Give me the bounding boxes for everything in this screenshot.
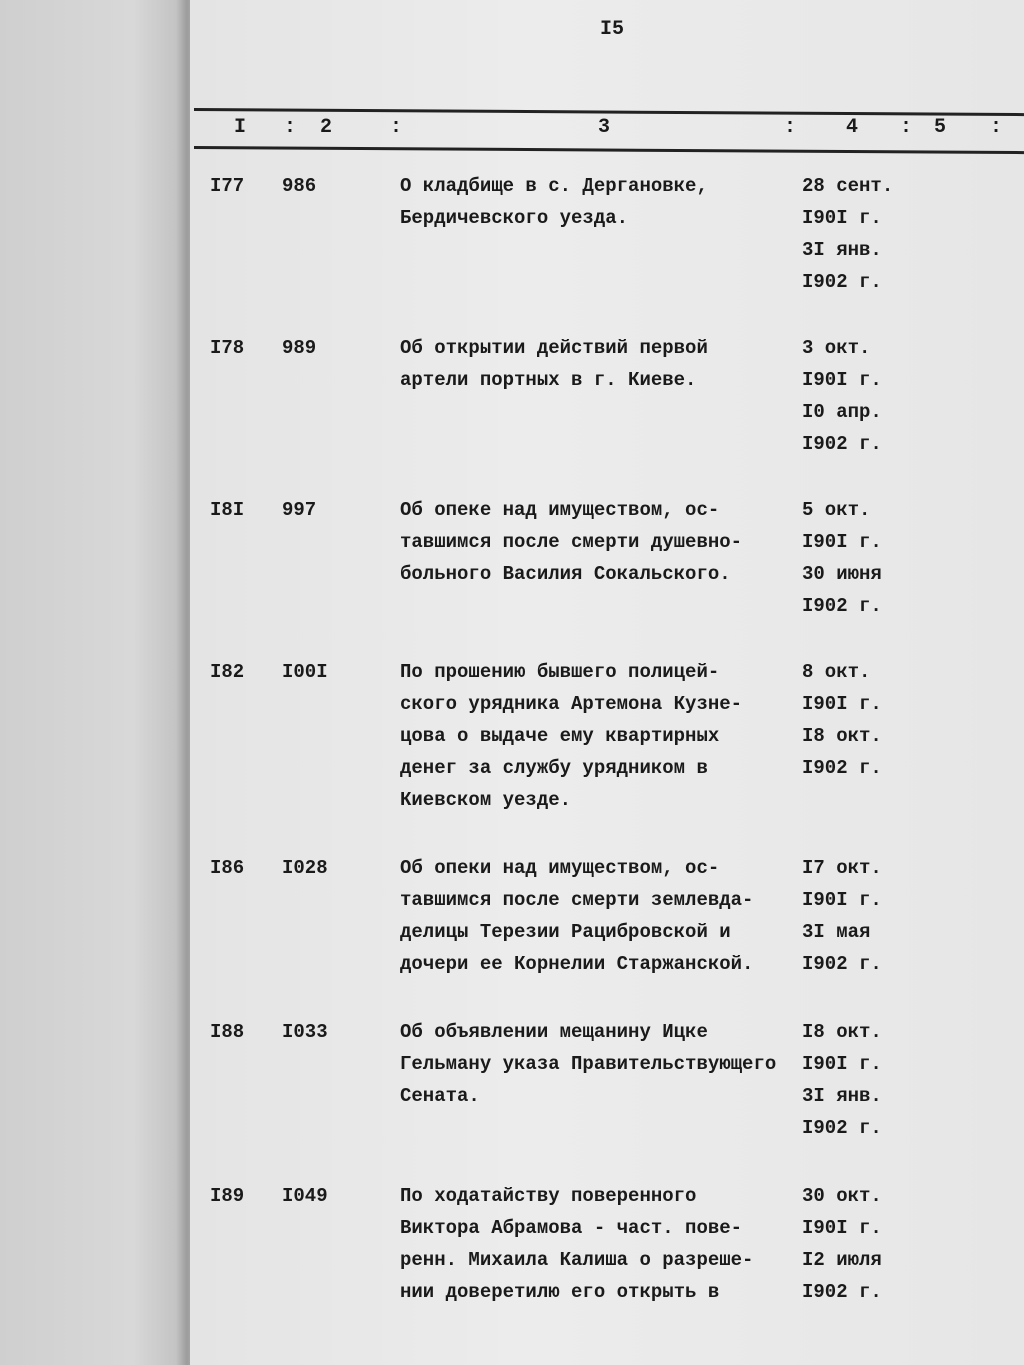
case-number: I049 bbox=[282, 1185, 328, 1207]
entry-title: Об открытии действий первой артели портных в г. Киеве. bbox=[400, 337, 708, 391]
col-head-4: 4 bbox=[846, 116, 859, 139]
entry-dates: 3 окт. I90I г. I0 апр. I902 г. bbox=[802, 337, 882, 455]
facing-page bbox=[0, 0, 190, 1365]
case-number: 989 bbox=[282, 337, 317, 359]
entry-title: Об опеке над имуществом, ос- тавшимся после смерти душевно- больного Василия Сокальского. bbox=[400, 499, 743, 585]
entry-number: I86 bbox=[210, 857, 245, 879]
entry-number: I78 bbox=[210, 337, 245, 359]
col-sep-5: : bbox=[990, 116, 1003, 139]
case-number: I00I bbox=[282, 661, 328, 683]
page-number: I5 bbox=[600, 18, 625, 41]
entry-title: По прошению бывшего полицей- ского урядника Артемона Кузне- цова о выдаче ему квартирных денег за службу урядником в Киевском уезде. bbox=[400, 661, 743, 811]
entry-number: I8I bbox=[210, 499, 245, 521]
document-page bbox=[190, 0, 1024, 1365]
entry-title: О кладбище в с. Дергановке, Бердичевского уезда. bbox=[400, 175, 708, 229]
col-sep-3: : bbox=[784, 116, 797, 139]
col-head-1: I bbox=[234, 116, 247, 139]
entry-title: Об опеки над имуществом, ос- тавшимся после смерти землевда- делицы Терезии Рацибровской и дочери ее Корнелии Старжанской. bbox=[400, 857, 754, 975]
entry-number: I88 bbox=[210, 1021, 245, 1043]
entry-dates: I7 окт. I90I г. 3I мая I902 г. bbox=[802, 857, 882, 975]
header-rule-bottom bbox=[194, 146, 1024, 154]
col-sep-1: : bbox=[284, 116, 297, 139]
entry-dates: 30 окт. I90I г. I2 июля I902 г. bbox=[802, 1185, 882, 1303]
entry-dates: 8 окт. I90I г. I8 окт. I902 г. bbox=[802, 661, 882, 779]
entry-title: Об объявлении мещанину Ицке Гельману указа Правительствующего Сената. bbox=[400, 1021, 777, 1107]
entry-dates: I8 окт. I90I г. 3I янв. I902 г. bbox=[802, 1021, 882, 1139]
case-number: I033 bbox=[282, 1021, 328, 1043]
entry-number: I82 bbox=[210, 661, 245, 683]
entry-dates: 28 сент. I90I г. 3I янв. I902 г. bbox=[802, 175, 894, 293]
entry-title: По ходатайству поверенного Виктора Абрамова - част. пове- ренн. Михаила Калиша о разреше- нии доверетилю его открыть в bbox=[400, 1185, 754, 1303]
col-head-3: 3 bbox=[598, 116, 611, 139]
entry-number: I89 bbox=[210, 1185, 245, 1207]
case-number: I028 bbox=[282, 857, 328, 879]
entry-dates: 5 окт. I90I г. 30 июня I902 г. bbox=[802, 499, 882, 617]
case-number: 986 bbox=[282, 175, 317, 197]
entry-number: I77 bbox=[210, 175, 245, 197]
case-number: 997 bbox=[282, 499, 317, 521]
header-rule-top bbox=[194, 108, 1024, 116]
col-sep-2: : bbox=[390, 116, 403, 139]
col-sep-4: : bbox=[900, 116, 913, 139]
col-head-2: 2 bbox=[320, 116, 333, 139]
col-head-5: 5 bbox=[934, 116, 947, 139]
